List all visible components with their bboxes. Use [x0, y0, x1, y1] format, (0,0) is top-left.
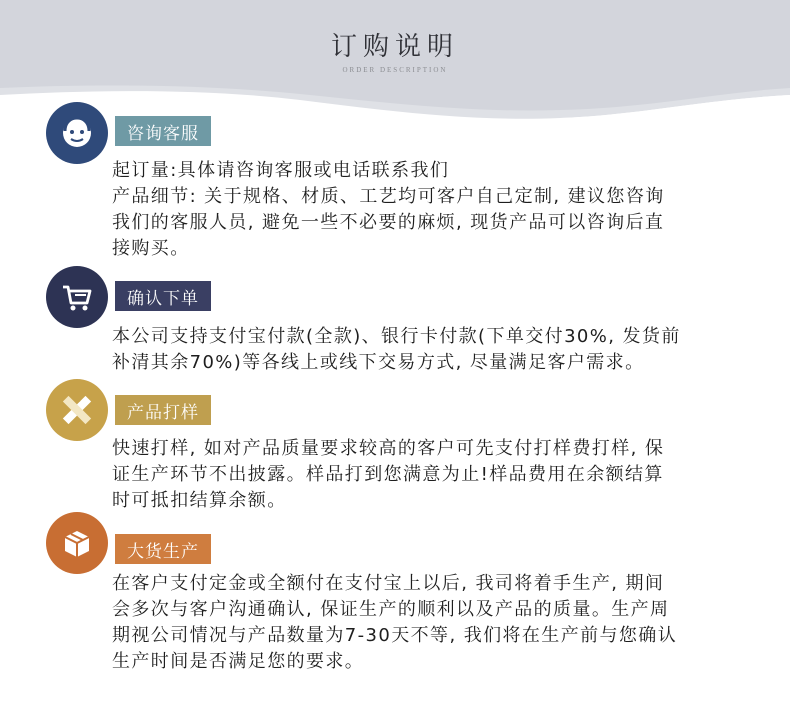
text-line: 证生产环节不出披露。样品打到您满意为止!样品费用在余额结算 — [112, 464, 664, 485]
customer-service-icon — [46, 102, 108, 164]
section-label: 大货生产 — [115, 534, 211, 564]
section-text — [112, 436, 752, 514]
text-line: 起订量:具体请咨询客服或电话联系我们 — [112, 160, 450, 181]
text-line: 在客户支付定金或全额付在支付宝上以后, 我司将着手生产, 期间 — [112, 573, 665, 594]
text-line: 补清其余70%)等各线上或线下交易方式, 尽量满足客户需求。 — [112, 352, 645, 373]
section-text — [112, 324, 752, 376]
text-line: 会多次与客户沟通确认, 保证生产的顺利以及产品的质量。生产周 — [112, 599, 670, 620]
page-title: 订购说明 — [330, 32, 459, 62]
text-line: 时可抵扣结算余额。 — [112, 490, 287, 511]
text-line: 接购买。 — [112, 238, 190, 259]
section-text — [112, 571, 752, 675]
section-label: 产品打样 — [115, 395, 211, 425]
shopping-cart-icon — [46, 266, 108, 328]
section-text — [112, 158, 752, 262]
section-label: 咨询客服 — [115, 116, 211, 146]
section-label: 确认下单 — [115, 281, 211, 311]
ruler-pencil-icon — [46, 379, 108, 441]
text-line: 生产时间是否满足您的要求。 — [112, 651, 365, 672]
text-line: 期视公司情况与产品数量为7-30天不等, 我们将在生产前与您确认 — [112, 625, 678, 646]
page-subtitle: ORDER DESCRIPTION — [342, 66, 448, 74]
text-line: 快速打样, 如对产品质量要求较高的客户可先支付打样费打样, 保 — [112, 438, 665, 459]
text-line: 我们的客服人员, 避免一些不必要的麻烦, 现货产品可以咨询后直 — [112, 212, 665, 233]
package-box-icon — [46, 512, 108, 574]
text-line: 本公司支持支付宝付款(全款)、银行卡付款(下单交付30%, 发货前 — [112, 326, 681, 347]
text-line: 产品细节: 关于规格、材质、工艺均可客户自己定制, 建议您咨询 — [112, 186, 665, 207]
